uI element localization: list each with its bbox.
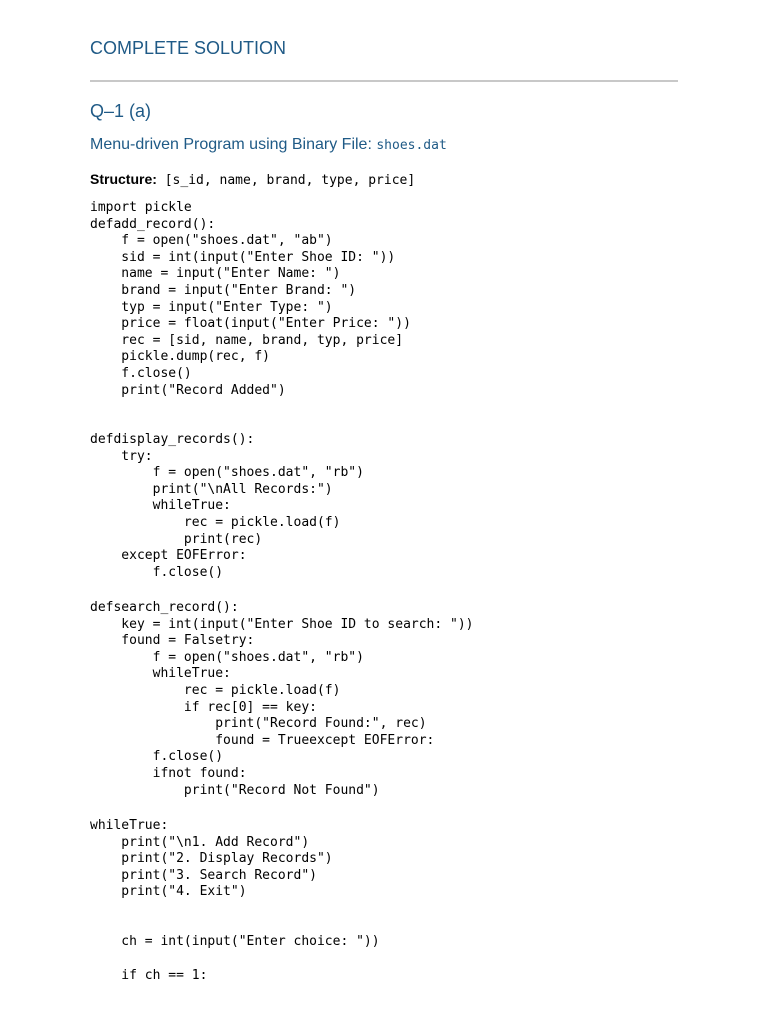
code-block-choice-check: if ch == 1: bbox=[90, 968, 208, 983]
structure-label: Structure: bbox=[90, 171, 157, 187]
code-block-add-record: import pickle defadd_record(): f = open("shoes.dat", "ab") sid = int(input("Enter Shoe ID: ")) name = input("Enter Name: ") brand = input("Enter Brand: ") typ = input("Enter Type: ") price = float(input("Enter Price: ")) rec = [sid, name, brand, typ, price] pickle.dump(rec, f) f.close() print("Record Added") bbox=[90, 200, 411, 398]
horizontal-divider bbox=[90, 80, 678, 82]
code-block-menu-loop: whileTrue: print("\n1. Add Record") print("2. Display Records") print("3. Search Record") print("4. Exit") bbox=[90, 818, 333, 900]
subheading-text: Menu-driven Program using Binary File: bbox=[90, 136, 377, 153]
section-subheading bbox=[90, 136, 447, 154]
code-block-choice-input: ch = int(input("Enter choice: ")) bbox=[90, 934, 380, 949]
document-title: COMPLETE SOLUTION bbox=[90, 38, 287, 58]
subheading-filename: shoes.dat bbox=[376, 138, 447, 153]
code-block-search-record: defsearch_record(): key = int(input("Enter Shoe ID to search: ")) found = Falsetry: f = open("shoes.dat", "rb") whileTrue: rec = pickle.load(f) if rec[0] == key: print("Record Found:", rec) found = Trueexcept EOFError: f.close() ifnot found: print("Record Not Found") bbox=[90, 600, 474, 798]
question-heading: Q–1 (a) bbox=[90, 101, 152, 121]
code-block-display-records: defdisplay_records(): try: f = open("shoes.dat", "rb") print("\nAll Records:") whileTrue: rec = pickle.load(f) print(rec) except EOFError: f.close() bbox=[90, 432, 364, 580]
structure-value: [s_id, name, brand, type, price] bbox=[156, 173, 416, 188]
structure-line bbox=[90, 171, 415, 188]
